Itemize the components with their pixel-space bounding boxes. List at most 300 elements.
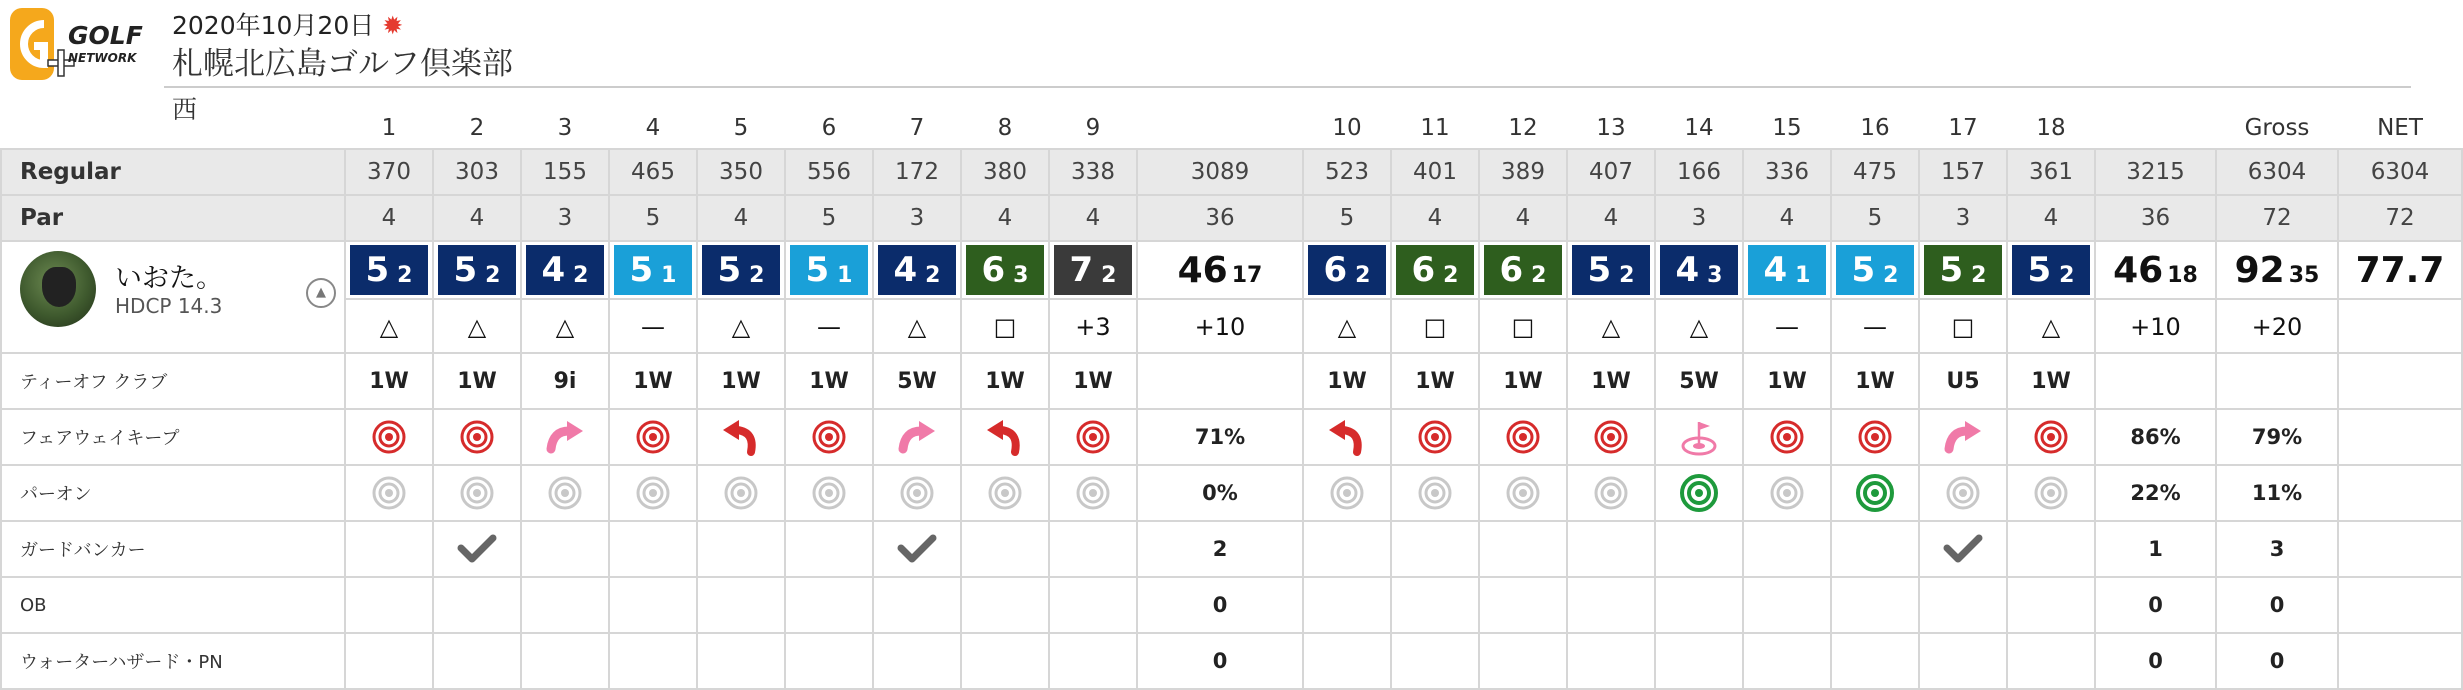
- course-side: 西: [172, 95, 198, 124]
- score-total: [2096, 250, 2215, 291]
- score-symbol-cell: [1831, 299, 1919, 353]
- par-cell: [1049, 195, 1137, 241]
- water-cell: [1303, 633, 1391, 689]
- score-symbol: —: [817, 312, 841, 341]
- score-symbol: +3: [1075, 312, 1111, 341]
- hole-score-cell[interactable]: [1919, 241, 2007, 299]
- sun-icon: ✹: [382, 11, 404, 40]
- regular-value: 6304: [2370, 159, 2430, 185]
- regular-cell: [785, 149, 873, 195]
- score-badge[interactable]: [350, 245, 428, 295]
- score-symbol: △: [2041, 312, 2061, 341]
- par-on-cell: [1303, 465, 1391, 521]
- ob-cell: [2216, 577, 2338, 633]
- ob-cell: [345, 577, 433, 633]
- regular-value: 465: [631, 159, 675, 185]
- check-icon: [897, 539, 937, 558]
- hole-number: 4: [645, 115, 661, 141]
- bunker-cell: [697, 521, 785, 577]
- par-on-cell: [1743, 465, 1831, 521]
- putts: 1: [661, 262, 677, 288]
- tee-club-cell: [2007, 353, 2095, 409]
- par-on-cell: [1919, 465, 2007, 521]
- score-badge[interactable]: [1660, 245, 1738, 295]
- par-value: 4: [2043, 205, 2059, 231]
- hole-score-cell[interactable]: [785, 241, 873, 299]
- tee-club-cell: [1137, 353, 1303, 409]
- par-value: 5: [1339, 205, 1355, 231]
- course-name: 札幌北広島ゴルフ倶楽部: [172, 46, 513, 82]
- score-symbol: △: [1601, 312, 1621, 341]
- hole-number: 17: [1948, 115, 1978, 141]
- regular-value: 407: [1589, 159, 1633, 185]
- par-cell: [697, 195, 785, 241]
- ob-cell: [2007, 577, 2095, 633]
- avatar[interactable]: [20, 251, 96, 327]
- par-cell: [1743, 195, 1831, 241]
- hole-number-cell: [345, 108, 433, 149]
- score-symbol-cell: [2338, 299, 2462, 353]
- putts: 2: [573, 262, 589, 288]
- hole-number-cell: [697, 108, 785, 149]
- total-strokes: 46: [2113, 249, 2164, 291]
- tee-club-cell: [1567, 353, 1655, 409]
- score-symbol-cell: [1655, 299, 1743, 353]
- score-symbol-cell: [1049, 299, 1137, 353]
- hole-score-cell[interactable]: [1743, 241, 1831, 299]
- target-icon: [2034, 427, 2068, 446]
- putts: 2: [485, 262, 501, 288]
- par-cell: [2007, 195, 2095, 241]
- regular-value: 556: [807, 159, 851, 185]
- score-badge[interactable]: [966, 245, 1044, 295]
- regular-cell: [1743, 149, 1831, 195]
- bunker-cell: [1567, 521, 1655, 577]
- ob-cell: [1137, 577, 1303, 633]
- ob-cell: [1743, 577, 1831, 633]
- regular-value: 380: [983, 159, 1027, 185]
- par-value: 4: [469, 205, 485, 231]
- tee-club-cell: [2216, 353, 2338, 409]
- hole-score-cell[interactable]: [2007, 241, 2095, 299]
- tee-club: 1W: [2031, 368, 2071, 394]
- regular-cell: [433, 149, 521, 195]
- bunker-cell: [609, 521, 697, 577]
- tee-club: 1W: [1767, 368, 1807, 394]
- strokes: 5: [1587, 250, 1612, 290]
- hole-number: 8: [997, 115, 1013, 141]
- ob-label: OB: [1, 577, 345, 633]
- bunker-cell: [2216, 521, 2338, 577]
- fairway-cell: [1743, 409, 1831, 465]
- tee-club-cell: [1049, 353, 1137, 409]
- ob-cell: [1391, 577, 1479, 633]
- score-badge[interactable]: [878, 245, 956, 295]
- par-cell: [609, 195, 697, 241]
- collapse-toggle-icon[interactable]: ▲: [306, 278, 336, 308]
- tee-club: 1W: [1503, 368, 1543, 394]
- hole-number: Gross: [2244, 115, 2310, 141]
- water-cell: [1831, 633, 1919, 689]
- par-value: 4: [1085, 205, 1101, 231]
- water-cell: [1743, 633, 1831, 689]
- green-target-gray-icon: [1770, 483, 1804, 502]
- par-cell: [1137, 195, 1303, 241]
- hole-score-cell[interactable]: [345, 241, 433, 299]
- score-badge[interactable]: [1396, 245, 1474, 295]
- par-on-cell: [2095, 465, 2216, 521]
- strokes: 5: [1851, 250, 1876, 290]
- hole-score-cell[interactable]: [1831, 241, 1919, 299]
- regular-cell: [345, 149, 433, 195]
- regular-cell: [1049, 149, 1137, 195]
- ob-value: 0: [1212, 593, 1228, 617]
- strokes: 4: [1763, 250, 1788, 290]
- fairway-cell: [1567, 409, 1655, 465]
- net-score: 77.7: [2355, 249, 2445, 291]
- regular-value: 350: [719, 159, 763, 185]
- fairway-cell: [433, 409, 521, 465]
- score-symbol: △: [1337, 312, 1357, 341]
- par-cell: [1391, 195, 1479, 241]
- water-cell: [1479, 633, 1567, 689]
- hole-number-cell: [1919, 108, 2007, 149]
- putts: 2: [2059, 262, 2075, 288]
- hole-score-cell[interactable]: [609, 241, 697, 299]
- score-symbol: △: [555, 312, 575, 341]
- score-badge[interactable]: [614, 245, 692, 295]
- hole-number: 14: [1684, 115, 1714, 141]
- miss-right-icon: [1943, 427, 1983, 446]
- golf-network-logo: [8, 4, 158, 88]
- putts: 3: [1013, 262, 1029, 288]
- par-value: 5: [645, 205, 661, 231]
- fairway-cell: [697, 409, 785, 465]
- hole-number-cell: [433, 108, 521, 149]
- ob-cell: [1831, 577, 1919, 633]
- score-symbol-cell: [433, 299, 521, 353]
- putts: 2: [1883, 262, 1899, 288]
- hole-number-cell: [2007, 108, 2095, 149]
- regular-cell: [873, 149, 961, 195]
- score-symbol: △: [907, 312, 927, 341]
- score-symbol-cell: [785, 299, 873, 353]
- water-value: 0: [1212, 649, 1228, 673]
- hole-number-row: [1, 108, 2462, 149]
- tee-club: 1W: [1591, 368, 1631, 394]
- score-badge[interactable]: [526, 245, 604, 295]
- par-on-cell: [2007, 465, 2095, 521]
- tee-club: 1W: [721, 368, 761, 394]
- bunker-cell: [961, 521, 1049, 577]
- par-on-cell: [609, 465, 697, 521]
- green-target-gray-icon: [548, 483, 582, 502]
- water-cell: [345, 633, 433, 689]
- ob-cell: [1303, 577, 1391, 633]
- strokes: 5: [1939, 250, 1964, 290]
- tee-club-cell: [1743, 353, 1831, 409]
- regular-cell: [1303, 149, 1391, 195]
- par-cell: [521, 195, 609, 241]
- water-cell: [433, 633, 521, 689]
- regular-cell: [2338, 149, 2462, 195]
- ob-cell: [785, 577, 873, 633]
- regular-cell: [1567, 149, 1655, 195]
- regular-value: 172: [895, 159, 939, 185]
- hole-number: 6: [821, 115, 837, 141]
- score-symbol: —: [641, 312, 665, 341]
- hole-number-cell: [785, 108, 873, 149]
- score-symbol: △: [1689, 312, 1709, 341]
- score-symbol-cell: [1919, 299, 2007, 353]
- bunker-cell: [2007, 521, 2095, 577]
- target-icon: [460, 427, 494, 446]
- tee-club-cell: [1655, 353, 1743, 409]
- par-on-cell: [961, 465, 1049, 521]
- hole-score-cell[interactable]: [1391, 241, 1479, 299]
- score-symbol-cell: [1479, 299, 1567, 353]
- hole-score-cell[interactable]: [433, 241, 521, 299]
- score-badge[interactable]: [1836, 245, 1914, 295]
- scorecard-table: [0, 108, 2463, 690]
- hole-score-cell[interactable]: [1479, 241, 1567, 299]
- fairway-cell: [785, 409, 873, 465]
- tee-club: 5W: [897, 368, 937, 394]
- hole-number: 15: [1772, 115, 1802, 141]
- hole-number-cell: [2095, 108, 2216, 149]
- regular-value: 157: [1941, 159, 1985, 185]
- bunker-cell: [1655, 521, 1743, 577]
- tee-club: 1W: [985, 368, 1025, 394]
- regular-value: 389: [1501, 159, 1545, 185]
- target-icon: [1506, 427, 1540, 446]
- fairway-keep-row: [1, 409, 2462, 465]
- target-icon: [372, 427, 406, 446]
- score-symbol-cell: [521, 299, 609, 353]
- par-on-cell: [2216, 465, 2338, 521]
- tee-club-cell: [697, 353, 785, 409]
- score-symbol-cell: [961, 299, 1049, 353]
- putts: 3: [1707, 262, 1723, 288]
- score-badge[interactable]: [1572, 245, 1650, 295]
- fairway-cell: [609, 409, 697, 465]
- regular-cell: [2216, 149, 2338, 195]
- par-value: 4: [733, 205, 749, 231]
- tee-label: ティーオフ クラブ: [1, 353, 345, 409]
- fairway-cell: [961, 409, 1049, 465]
- par-value: 36: [1205, 205, 1235, 231]
- hole-score-cell[interactable]: [521, 241, 609, 299]
- regular-cell: [1391, 149, 1479, 195]
- ob-cell: [1655, 577, 1743, 633]
- hole-number-cell: [609, 108, 697, 149]
- check-icon: [457, 539, 497, 558]
- regular-value: 336: [1765, 159, 1809, 185]
- putts: 1: [1795, 262, 1811, 288]
- bunker-cell: [2338, 521, 2462, 577]
- miss-left-icon: [721, 427, 761, 446]
- score-symbol-cell: [1567, 299, 1655, 353]
- fairway-value: 79%: [2251, 425, 2303, 449]
- hole-score-cell[interactable]: [1655, 241, 1743, 299]
- score-symbol-cell: [609, 299, 697, 353]
- ob-cell: [1567, 577, 1655, 633]
- water-label: ウォーターハザード・PN: [1, 633, 345, 689]
- hole-number-cell: [1655, 108, 1743, 149]
- bunker-cell: [433, 521, 521, 577]
- hole-number-cell: [961, 108, 1049, 149]
- water-cell: [1567, 633, 1655, 689]
- score-symbol-cell: [697, 299, 785, 353]
- date-text: 2020年10月20日: [172, 11, 375, 40]
- bunker-cell: [873, 521, 961, 577]
- hole-score-cell[interactable]: [1049, 241, 1137, 299]
- par-cell: [961, 195, 1049, 241]
- hole-number-cell: [1137, 108, 1303, 149]
- score-symbol-cell: [345, 299, 433, 353]
- score-badge[interactable]: [1054, 245, 1132, 295]
- regular-value: 361: [2029, 159, 2073, 185]
- putts: 2: [1101, 262, 1117, 288]
- par-on-cell: [1479, 465, 1567, 521]
- water-cell: [785, 633, 873, 689]
- score-badge[interactable]: [790, 245, 868, 295]
- green-target-gray-icon: [812, 483, 846, 502]
- fairway-label: フェアウェイキープ: [1, 409, 345, 465]
- putts: 2: [1531, 262, 1547, 288]
- hole-score-cell[interactable]: [873, 241, 961, 299]
- hole-number: 2: [469, 115, 485, 141]
- putts: 2: [397, 262, 413, 288]
- par-cell: [1479, 195, 1567, 241]
- par-value: 4: [997, 205, 1013, 231]
- regular-value: 166: [1677, 159, 1721, 185]
- green-target-gray-icon: [1506, 483, 1540, 502]
- score-badge[interactable]: [702, 245, 780, 295]
- total-score-cell: [2095, 241, 2216, 299]
- score-total: [1138, 250, 1302, 291]
- hole-number-cell: [1049, 108, 1137, 149]
- strokes: 5: [805, 250, 830, 290]
- tee-club-cell: [345, 353, 433, 409]
- player-score-row: [1, 241, 2462, 299]
- hole-number-cell: [1831, 108, 1919, 149]
- hole-number: 12: [1508, 115, 1538, 141]
- par-cell: [345, 195, 433, 241]
- hole-number-cell: [873, 108, 961, 149]
- tee-club: 1W: [1415, 368, 1455, 394]
- bunker-cell: [521, 521, 609, 577]
- score-badge[interactable]: [1484, 245, 1562, 295]
- par-on-cell: [521, 465, 609, 521]
- hole-score-cell[interactable]: [697, 241, 785, 299]
- par-on-label: パーオン: [1, 465, 345, 521]
- target-icon: [1858, 427, 1892, 446]
- regular-value: 3089: [1190, 159, 1250, 185]
- score-symbol: □: [993, 312, 1017, 341]
- putts: 2: [1971, 262, 1987, 288]
- score-symbol: △: [467, 312, 487, 341]
- par-on-cell: [1655, 465, 1743, 521]
- par-value: 4: [381, 205, 397, 231]
- tee-club: 5W: [1679, 368, 1719, 394]
- par-on-cell: [1831, 465, 1919, 521]
- miss-right-icon: [897, 427, 937, 446]
- green-target-gray-icon: [460, 483, 494, 502]
- score-badge[interactable]: [1924, 245, 2002, 295]
- total-strokes: 92: [2234, 249, 2285, 291]
- score-symbol: +20: [2251, 312, 2303, 341]
- score-badge[interactable]: [1748, 245, 1826, 295]
- regular-cell: [1655, 149, 1743, 195]
- score-symbol-cell: [2095, 299, 2216, 353]
- score-badge[interactable]: [438, 245, 516, 295]
- tee-club: U5: [1946, 368, 1980, 394]
- hole-number: 13: [1596, 115, 1626, 141]
- water-value: 0: [2269, 649, 2285, 673]
- on-green-flag-icon: [1679, 427, 1719, 446]
- bunker-value: 3: [2269, 537, 2285, 561]
- green-target-gray-icon: [1418, 483, 1452, 502]
- par-on-value: 0%: [1202, 481, 1238, 505]
- putts: 2: [1619, 262, 1635, 288]
- hole-number-cell: [1743, 108, 1831, 149]
- water-cell: [609, 633, 697, 689]
- bunker-cell: [1831, 521, 1919, 577]
- par-value: 3: [1691, 205, 1707, 231]
- fairway-cell: [1919, 409, 2007, 465]
- regular-cell: [609, 149, 697, 195]
- fairway-cell: [521, 409, 609, 465]
- total-putts: 18: [2167, 262, 2198, 288]
- score-symbol-cell: [2007, 299, 2095, 353]
- green-target-gray-icon: [372, 483, 406, 502]
- hole-score-cell[interactable]: [1567, 241, 1655, 299]
- tee-club-cell: [521, 353, 609, 409]
- par-on-value: 22%: [2130, 481, 2181, 505]
- fairway-cell: [1049, 409, 1137, 465]
- hole-score-cell[interactable]: [961, 241, 1049, 299]
- hole-score-cell[interactable]: [1303, 241, 1391, 299]
- regular-value: 155: [543, 159, 587, 185]
- par-on-cell: [1049, 465, 1137, 521]
- strokes: 5: [629, 250, 654, 290]
- score-badge[interactable]: [2012, 245, 2090, 295]
- water-hazard-row: [1, 633, 2462, 689]
- par-cell: [1655, 195, 1743, 241]
- score-badge[interactable]: [1308, 245, 1386, 295]
- regular-value: 3215: [2126, 159, 2185, 185]
- hole-number: 18: [2036, 115, 2066, 141]
- player-hdcp: HDCP 14.3: [115, 294, 223, 318]
- score-symbol-cell: [2216, 299, 2338, 353]
- green-target-gray-icon: [636, 483, 670, 502]
- regular-value: 6304: [2247, 159, 2307, 185]
- regular-cell: [1831, 149, 1919, 195]
- water-cell: [2007, 633, 2095, 689]
- strokes: 4: [1675, 250, 1700, 290]
- fairway-value: 71%: [1194, 425, 1246, 449]
- strokes: 6: [981, 250, 1006, 290]
- tee-club-cell: [785, 353, 873, 409]
- bunker-cell: [1137, 521, 1303, 577]
- strokes: 5: [453, 250, 478, 290]
- fairway-cell: [1391, 409, 1479, 465]
- total-score-cell: [2216, 241, 2338, 299]
- hole-number-cell: [1479, 108, 1567, 149]
- fairway-cell: [2007, 409, 2095, 465]
- fairway-cell: [1479, 409, 1567, 465]
